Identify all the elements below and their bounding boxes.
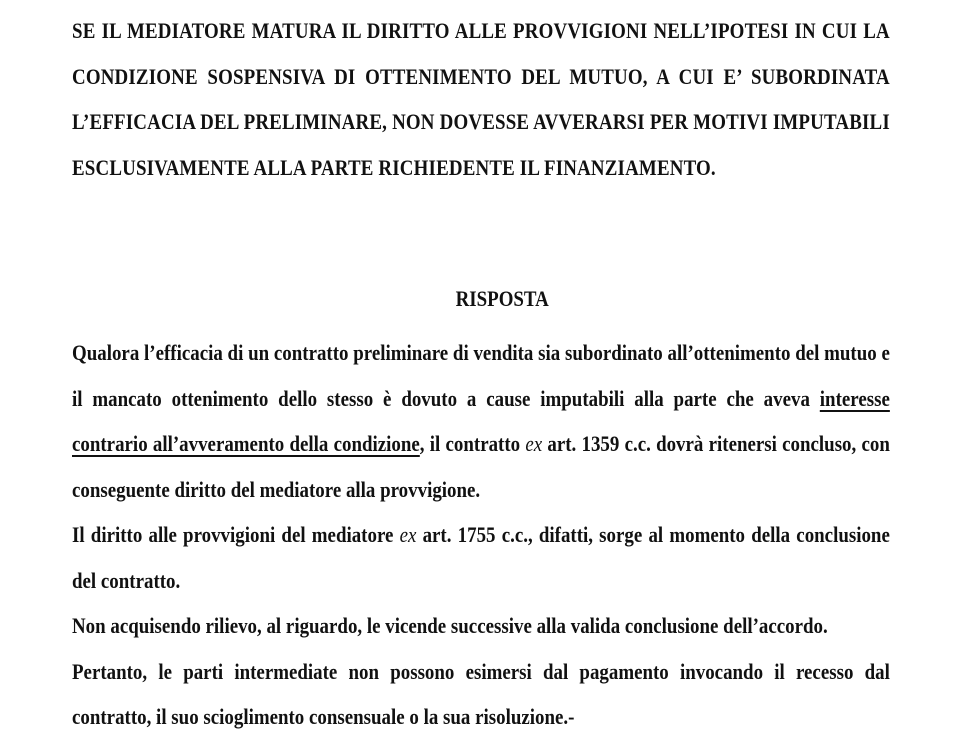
answer-heading [0, 284, 960, 314]
answer-paragraph-4: Pertanto, le parti intermediate non possono esimersi dal pagamento invocando il recesso dal contratto, il suo scioglimento consensuale o la sua risoluzione.- [72, 658, 890, 729]
answer-p2-ex: ex [399, 522, 417, 547]
answer-heading-text: RISPOSTA [455, 286, 549, 311]
question-text: SE IL MEDIATORE MATURA IL DIRITTO ALLE PROVVIGIONI NELL’IPOTESI IN CUI LA CONDIZIONE SOSPENSIVA DI OTTENIMENTO DEL MUTUO, A CUI E’ SUBORDINATA L’EFFICACIA DEL PRELIMINARE, NON DOVESSE AVVERARSI PER MOTIVI IMPUTABILI ESCLUSIVAMENTE ALLA PARTE RICHIEDENTE IL FINANZIAMENTO. [72, 18, 890, 180]
answer-body [72, 330, 890, 740]
answer-p2-text-before: Il diritto alle provvigioni del mediatore [72, 522, 400, 547]
answer-p1-text-after: art. 1359 c.c. dovrà ritenersi concluso, con conseguente diritto del mediatore alla provvigione. [72, 431, 890, 502]
answer-p1-text-before: Qualora l’efficacia di un contratto preliminare di vendita sia subordinato all’ottenimento del mutuo e il mancato ottenimento dello stesso è dovuto a cause imputabili alla parte che aveva [72, 340, 890, 411]
answer-p1-underlined: interesse contrario all’avveramento della condizione [72, 385, 890, 456]
answer-p1-text-middle: , il contratto [419, 431, 526, 456]
answer-paragraph-2 [72, 512, 890, 603]
answer-p2-text-after: art. 1755 c.c., difatti, sorge al momento della conclusione del contratto. [72, 522, 890, 593]
answer-paragraph-1 [72, 330, 890, 512]
answer-paragraph-3: Non acquisendo rilievo, al riguardo, le vicende successive alla valida conclusione dell’accordo. [72, 613, 828, 638]
answer-p1-ex: ex [525, 431, 543, 456]
